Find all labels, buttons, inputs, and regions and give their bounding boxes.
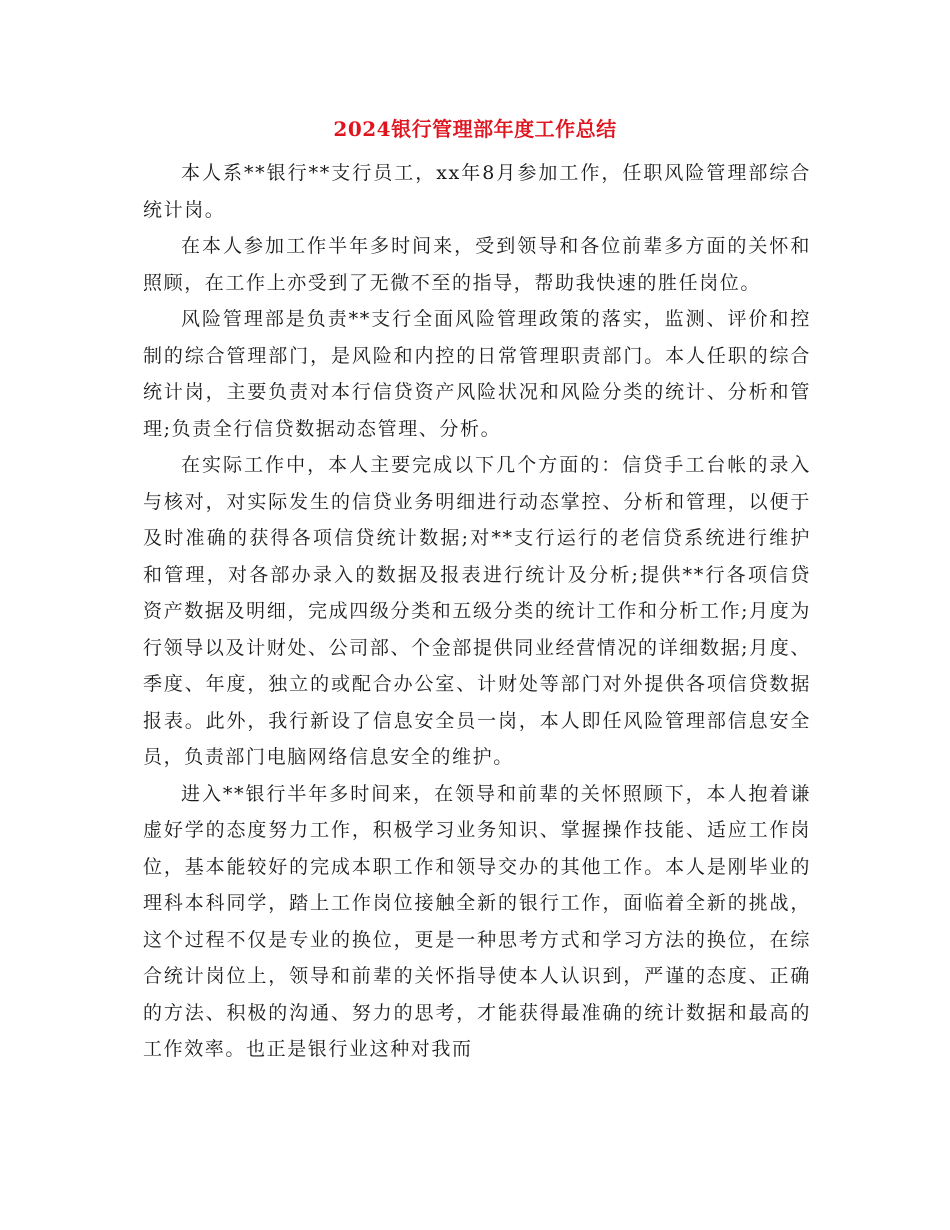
paragraph-3: 风险管理部是负责**支行全面风险管理政策的落实，监测、评价和控制的综合管理部门，是风险和内控的日常管理职责部门。本人任职的综合统计岗，主要负责对本行信贷资产风险状况和风险分类的统计、分析和管理;负责全行信贷数据动态管理、分析。 [143,308,811,440]
document-title: 2024银行管理部年度工作总结 [333,117,617,141]
paragraph-5: 进入**银行半年多时间来，在领导和前辈的关怀照顾下，本人抱着谦虚好学的态度努力工作，积极学习业务知识、掌握操作技能、适应工作岗位，基本能较好的完成本职工作和领导交办的其他工作。本人是刚毕业的理科本科同学，踏上工作岗位接触全新的银行工作，面临着全新的挑战，这个过程不仅是专业的换位，更是一种思考方式和学习方法的换位，在综合统计岗位上，领导和前辈的关怀指导使本人认识到，严谨的态度、正确的方法、积极的沟通、努力的思考，才能获得最准确的统计数据和最高的工作效率。也正是银行业这种对我而 [143,782,811,1060]
document-body [143,155,811,1068]
paragraph-4: 在实际工作中，本人主要完成以下几个方面的：信贷手工台帐的录入与核对，对实际发生的信贷业务明细进行动态掌控、分析和管理，以便于及时准确的获得各项信贷统计数据;对**支行运行的老信贷系统进行维护和管理，对各部办录入的数据及报表进行统计及分析;提供**行各项信贷资产数据及明细，完成四级分类和五级分类的统计工作和分析工作;月度为行领导以及计财处、公司部、个金部提供同业经营情况的详细数据;月度、季度、年度，独立的或配合办公室、计财处等部门对外提供各项信贷数据报表。此外，我行新设了信息安全员一岗，本人即任风险管理部信息安全员，负责部门电脑网络信息安全的维护。 [143,454,811,768]
paragraph-1: 本人系**银行**支行员工，xx年8月参加工作，任职风险管理部综合统计岗。 [143,162,811,221]
paragraph-2: 在本人参加工作半年多时间来，受到领导和各位前辈多方面的关怀和照顾，在工作上亦受到了无微不至的指导，帮助我快速的胜任岗位。 [143,235,811,294]
